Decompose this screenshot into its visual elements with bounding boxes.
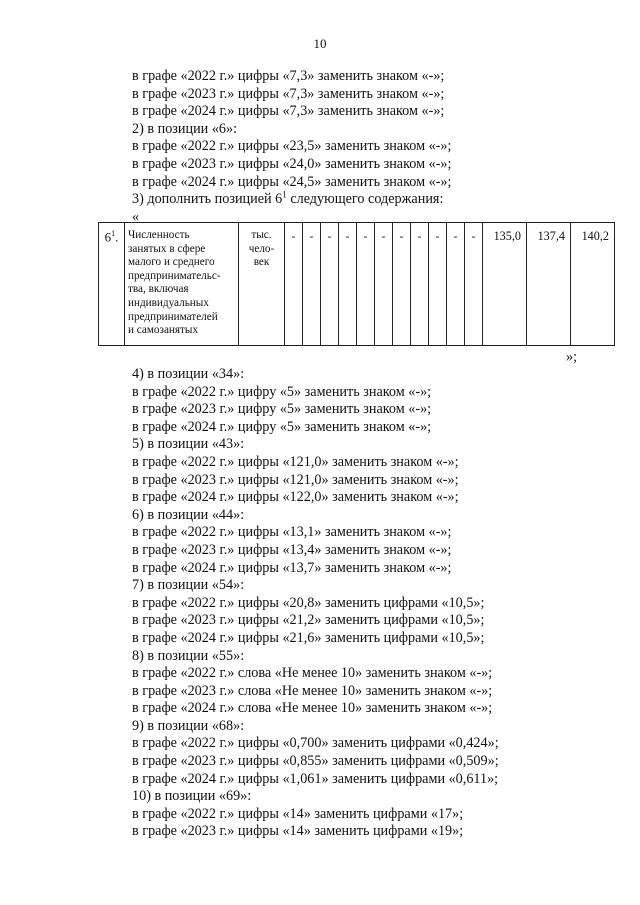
text-line: в графе «2024 г.» цифры «13,7» заменить знаком «-»; [132,559,452,576]
value-cell: 140,2 [571,223,615,346]
name-line: тва, включая [128,283,189,296]
dash-cell: - [411,223,429,346]
position-number-superscript: 1 [111,229,116,238]
position-number: 6 [104,229,112,245]
amendment-lines-bottom [132,366,499,841]
text-line: в графе «2023 г.» цифры «24,0» заменить знаком «-»; [132,155,452,172]
add-position-superscript: 1 [282,189,287,200]
text-line: в графе «2022 г.» цифры «14» заменить цифрами «17»; [132,805,464,822]
text-line: 8) в позиции «55»: [132,647,245,664]
dash-cell: - [357,223,375,346]
add-position-suffix: следующего содержания: [286,191,444,208]
dash-cell: - [447,223,465,346]
dash-cell: - [465,223,483,346]
text-line-add-position [132,191,451,209]
name-line: предпринимательс- [128,269,221,282]
text-line: 2) в позиции «6»: [132,120,238,137]
text-line: в графе «2023 г.» цифры «14» заменить цифрами «19»; [132,823,464,840]
text-line: в графе «2022 г.» цифры «13,1» заменить знаком «-»; [132,524,452,541]
text-line: 7) в позиции «54»: [132,577,245,594]
text-line: в графе «2022 г.» цифры «7,3» заменить знаком «-»; [132,68,445,84]
text-line: в графе «2023 г.» цифру «5» заменить знаком «-»; [132,401,432,418]
page-number: 10 [313,36,327,51]
text-line: в графе «2022 г.» слова «Не менее 10» заменить знаком «-»; [132,665,493,682]
text-line: 9) в позиции «68»: [132,717,245,734]
unit-cell [239,223,285,346]
name-line: занятых в сфере [128,242,206,255]
value-cell: 135,0 [483,223,527,346]
text-line: в графе «2024 г.» слова «Не менее 10» заменить знаком «-»; [132,700,493,717]
position-number-cell [99,223,125,346]
text-line: в графе «2023 г.» слова «Не менее 10» заменить знаком «-»; [132,682,493,699]
text-line: в графе «2024 г.» цифру «5» заменить знаком «-»; [132,418,432,435]
text-line: в графе «2023 г.» цифры «121,0» заменить знаком «-»; [132,471,459,488]
dash-cell: - [339,223,357,346]
close-quote: »; [566,349,578,365]
text-line: в графе «2023 г.» цифры «13,4» заменить знаком «-»; [132,541,452,558]
position-number-dot: . [115,229,119,245]
dash-cell: - [429,223,447,346]
text-line: 5) в позиции «43»: [132,436,245,453]
text-line: в графе «2023 г.» цифры «0,855» заменить цифрами «0,509»; [132,753,499,770]
text-line: в графе «2023 г.» цифры «21,2» заменить цифрами «10,5»; [132,612,485,629]
amendment-lines-top [132,68,451,226]
unit-line: чело- [248,242,275,255]
text-line: в графе «2023 г.» цифры «7,3» заменить знаком «-»; [132,85,445,102]
text-line: в графе «2022 г.» цифры «121,0» заменить знаком «-»; [132,453,459,470]
position-table [98,222,615,346]
text-line: 4) в позиции «34»: [132,366,245,382]
text-line: 10) в позиции «69»: [132,788,252,805]
name-line: малого и среднего [128,256,215,269]
table-row [99,223,615,346]
value-cell: 137,4 [527,223,571,346]
name-line: индивидуальных [128,296,209,309]
text-line: 6) в позиции «44»: [132,506,245,523]
name-line: Численность [128,229,190,241]
text-line: в графе «2024 г.» цифры «7,3» заменить знаком «-»; [132,103,445,120]
open-quote: « [132,208,140,225]
name-line: и самозанятых [128,324,199,337]
dash-cell: - [393,223,411,346]
text-line: в графе «2024 г.» цифры «122,0» заменить знаком «-»; [132,489,459,506]
text-line: в графе «2022 г.» цифру «5» заменить знаком «-»; [132,383,432,400]
text-line: в графе «2024 г.» цифры «24,5» заменить знаком «-»; [132,173,452,190]
text-line: в графе «2024 г.» цифры «1,061» заменить цифрами «0,611»; [132,770,499,787]
unit-line: век [253,256,270,269]
indicator-name-cell [125,223,239,346]
text-line: в графе «2022 г.» цифры «20,8» заменить цифрами «10,5»; [132,594,485,611]
dash-cell: - [321,223,339,346]
name-line: предпринимателей [128,310,218,323]
text-line: в графе «2024 г.» цифры «21,6» заменить цифрами «10,5»; [132,629,485,646]
unit-line: тыс. [251,229,272,241]
dash-cell: - [303,223,321,346]
text-line: в графе «2022 г.» цифры «23,5» заменить знаком «-»; [132,138,452,155]
dash-cell: - [285,223,303,346]
add-position-prefix: 3) дополнить позицией 6 [132,191,283,208]
text-line: в графе «2022 г.» цифры «0,700» заменить цифрами «0,424»; [132,735,499,752]
dash-cell: - [375,223,393,346]
